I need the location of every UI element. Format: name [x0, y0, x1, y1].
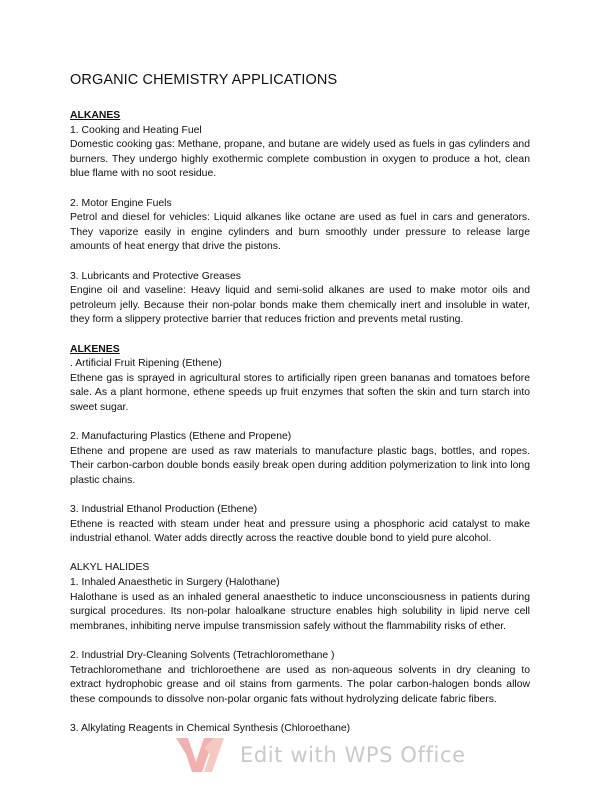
item-title: 2. Manufacturing Plastics (Ethene and Propene) [70, 431, 292, 443]
item-title: 3. Alkylating Reagents in Chemical Synthesis (Chloroethane) [70, 722, 351, 734]
item-body: Halothane is used as an inhaled general anaesthetic to induce unconsciousness in patients during surgical procedures. Its non-polar haloalkane structure enables high solubility in lipid nerve cell membranes, inhibiting nerve impulse transmission safely without the flammability risks of ether. [70, 591, 530, 632]
item-body: Ethene is reacted with steam under heat and pressure using a phosphoric acid catalyst to make industrial ethanol. Water adds directly across the reactive double bond to yield pure alcohol. [70, 518, 530, 545]
wps-logo-icon [174, 734, 226, 776]
item-title: 1. Cooking and Heating Fuel [70, 124, 202, 136]
wps-watermark-text: Edit with WPS Office [240, 743, 466, 767]
list-item [70, 124, 530, 182]
section-alkyl-halides [70, 561, 530, 736]
list-item [70, 430, 530, 488]
page-title: ORGANIC CHEMISTRY APPLICATIONS [70, 72, 338, 88]
section-heading: ALKENES [70, 343, 120, 355]
item-title: 3. Industrial Ethanol Production (Ethene) [70, 504, 258, 516]
list-item [70, 649, 530, 707]
list-item [70, 576, 530, 634]
section-heading: ALKYL HALIDES [70, 562, 150, 574]
item-body: Petrol and diesel for vehicles: Liquid alkanes like octane are used as fuel in cars and generators. They vaporize easily in engine cylinders and burn smoothly under pressure to release large amounts of heat energy that drive the pistons. [70, 212, 530, 253]
list-item [70, 270, 530, 328]
wps-watermark [174, 732, 466, 778]
item-body: Engine oil and vaseline: Heavy liquid and semi-solid alkanes are used to make motor oils and petroleum jelly. Because their non-polar bonds make them chemically inert and insoluble in water, they form a slippery protective barrier that reduces friction and prevents metal rusting. [70, 285, 530, 326]
list-item [70, 197, 530, 255]
section-alkenes [70, 343, 530, 547]
section-alkanes [70, 109, 530, 328]
item-title: 2. Industrial Dry-Cleaning Solvents (Tetrachloromethane ) [70, 649, 335, 661]
item-body: Domestic cooking gas: Methane, propane, and butane are widely used as fuels in gas cylinders and burners. They undergo highly exothermic complete combustion in oxygen to produce a hot, clean blue flame with no soot residue. [70, 139, 530, 180]
item-body: Ethene gas is sprayed in agricultural stores to artificially ripen green bananas and tomatoes before sale. As a plant hormone, ethene speeds up fruit enzymes that soften the skin and turn starch into sweet sugar. [70, 372, 530, 413]
item-title: 2. Motor Engine Fuels [70, 197, 172, 209]
list-item [70, 357, 530, 415]
section-heading: ALKANES [70, 110, 121, 121]
list-item [70, 503, 530, 547]
item-body: Tetrachloromethane and trichloroethene are used as non-aqueous solvents in dry cleaning to extract hydrophobic grease and oil stains from garments. The polar carbon-halogen bonds allow these compounds to dissolve non-polar organic fats without hydrolyzing delicate fabric fibers. [70, 664, 530, 705]
item-title: . Artificial Fruit Ripening (Ethene) [70, 358, 222, 370]
item-body: Ethene and propene are used as raw materials to manufacture plastic bags, bottles, and ropes. Their carbon-carbon double bonds easily break open during addition polymerization to link into long plastic chains. [70, 445, 530, 486]
document-page [70, 70, 530, 751]
item-title: 1. Inhaled Anaesthetic in Surgery (Halothane) [70, 577, 280, 588]
item-title: 3. Lubricants and Protective Greases [70, 270, 241, 282]
